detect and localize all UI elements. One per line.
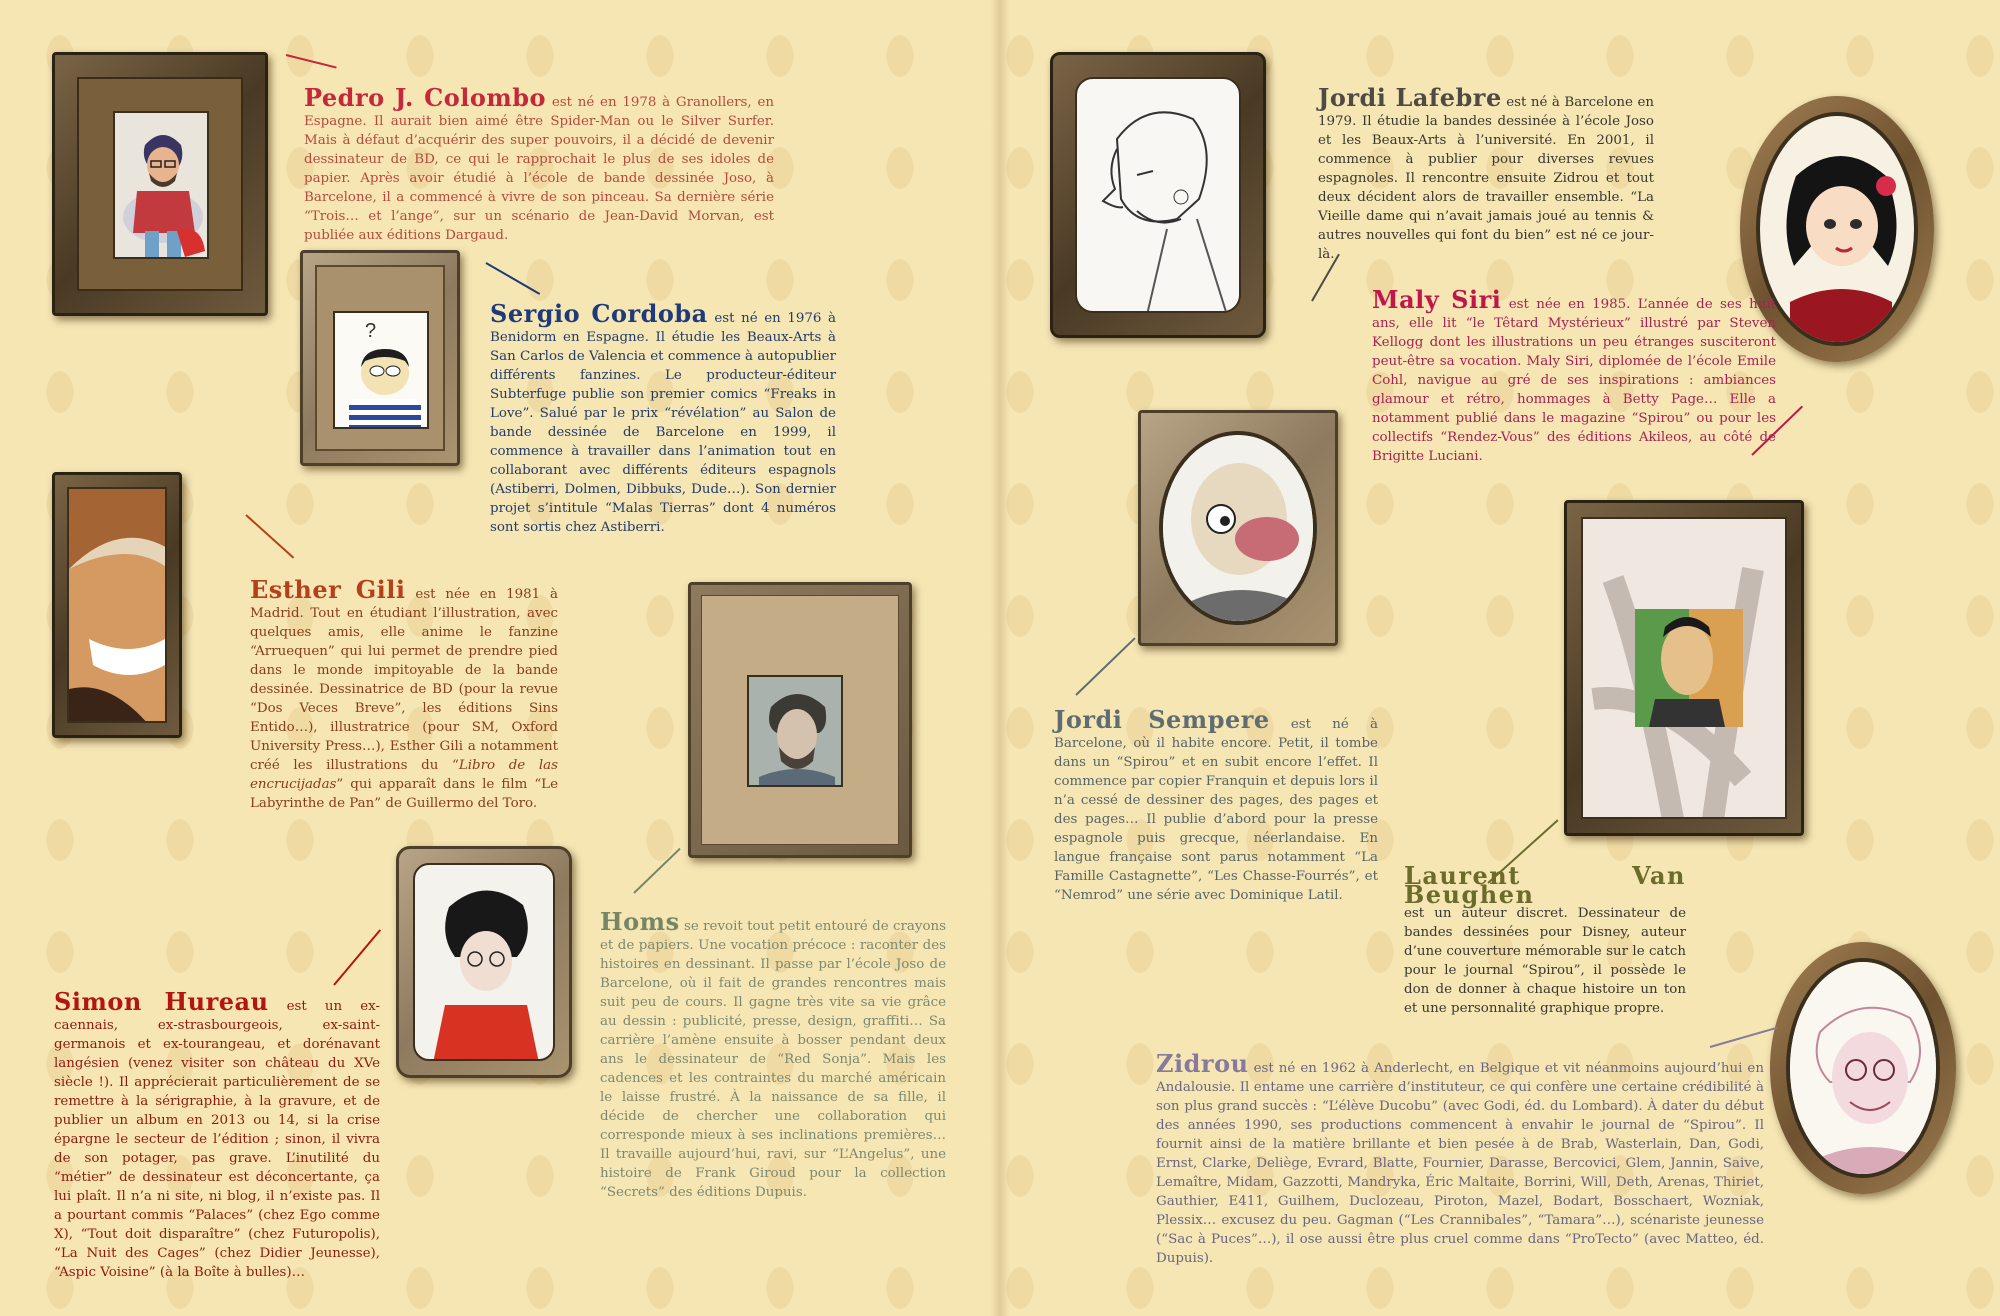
name-gili: Esther Gili xyxy=(250,575,406,604)
connector-line xyxy=(1710,1027,1778,1048)
portrait-frame-sempere xyxy=(1138,410,1338,646)
connector-line xyxy=(333,929,381,985)
bio-homs xyxy=(600,907,946,1202)
connector-line xyxy=(245,514,294,558)
name-cordoba: Sergio Cordoba xyxy=(490,299,708,328)
bio-siri xyxy=(1372,285,1776,466)
bio-text-colombo: est né en 1978 à Granollers, en Espagne. Il aurait bien aimé être Spider-Man ou le Silver Surfer. Mais à défaut d’acquérir des super pouvoirs, il a décidé de devenir dessinateur de BD, ce qui le rapprochait le plus de ses idoles de papier. Après avoir étudié à l’école de bande dessinée Joso, à Barcelone, il a commencé à vivre de son pinceau. Sa dernière série “Trois… et l’ange”, sur un scénario de Jean-David Morvan, est publiée aux éditions Dargaud. xyxy=(304,95,774,243)
bio-text-gili-em: Libro de las encrucijadas xyxy=(250,758,559,792)
bio-text-zidrou: est né en 1962 à Anderlecht, en Belgique et vit néanmoins aujourd’hui en Andalousie. Il entame une carrière d’instituteur, ce qui confère une certaine crédibilité à son plus grand succès : “L’élève Ducobu” (avec Godi, éd. du Lombard). À dater du début des années 1990, ses productions commencent à envahir le journal de “Spirou”. Il fournit ainsi de la matière brillante et bien pesée à de Brab, Wasterlain, Dan, Godi, Ernst, Clarke, Deliège, Evrard, Blatte, Fournier, Darasse, Bercovici, Glem, Jannin, Saive, Lemaître, Midam, Gazzotti, Mandryka, Éric Maltaite, Borrini, Will, Deth, Arenas, Thiriet, Gauthier, E411, Guilhem, Duclozeau, Piroton, Mazel, Bodart, Bosschaert, Wozniak, Plessix… excusez du peu. Gagman (“Les Crannibales”, “Tamara”…), scénariste jeunesse (“Sac à Puces”…), il ose aussi être plus cruel comme dans “ProTecto” (avec Matteo, éd. Dupuis). xyxy=(1156,1061,1764,1266)
bio-sempere xyxy=(1054,705,1378,905)
bio-text-gili-b: ” qui apparaît dans le film “Le Labyrinthe de Pan” de Guillermo del Toro. xyxy=(250,777,558,811)
portrait-frame-vanbeughen xyxy=(1564,500,1804,836)
bio-cordoba xyxy=(490,299,836,537)
portrait-frame-homs xyxy=(688,582,912,858)
name-hureau: Simon Hureau xyxy=(54,987,269,1016)
bio-text-siri: est née en 1985. L’année de ses huit ans, elle lit “le Têtard Mystérieux” illustré par Steven Kellogg dont les illustrations un peu étranges susciteront peut-être sa vocation. Maly Siri, diplomée de l’école Emile Cohl, navigue au gré de ses inspirations : ambiances glamour et rétro, hommages à Betty Page… Elle a notamment publié dans le magazine “Spirou” ou pour les collectifs “Rendez-Vous” des éditions Akileos, au côté de Brigitte Luciani. xyxy=(1372,297,1776,464)
portrait-frame-zidrou xyxy=(1770,942,1956,1194)
bio-text-lafebre: est né à Barcelone en 1979. Il étudie la bandes dessinée à l’école Joso et les Beaux-Arts à l’université. En 2001, il commence à publier pour diverses revues espagnoles. Il rencontre ensuite Zidrou et tout deux décident alors de travailler ensemble. “La Vieille dame qui n’avait jamais joué au tennis & autres nouvelles qui font du bien” est né ce jour-là. xyxy=(1318,95,1654,262)
portrait-homs xyxy=(747,675,843,787)
bio-gili xyxy=(250,575,559,813)
question-icon: ? xyxy=(365,320,377,342)
name-sempere: Jordi Sempere xyxy=(1054,705,1270,734)
bio-text-homs: se revoit tout petit entouré de crayons et de papiers. Une vocation précoce : raconter des histoires en dessinant. Il passe par l’école Joso de Barcelone, où il fait de grandes rencontres mais suit peu de cours. Il gagne très vite sa vie grâce au dessin : publicité, presse, design, graffiti… Sa carrière l’amène ensuite à bosser pendant deux ans le dessinateur de “Red Sonja”. Mais les cadences et les contraintes du marché américain le laisse frustré. À la naissance de sa fille, il décide de chercher une collaboration qui corresponde mieux à ses inclinations premières… Il travaille aujourd’hui, ravi, sur “L’Angelus”, une histoire de Frank Giroud pour la collection “Secrets” des éditions Dupuis. xyxy=(600,919,946,1200)
name-vanbeughen: Laurent Van Beughen xyxy=(1404,861,1686,909)
portrait-frame-colombo xyxy=(52,52,268,316)
name-lafebre: Jordi Lafebre xyxy=(1318,83,1502,112)
connector-line xyxy=(486,262,541,295)
portrait-hureau xyxy=(413,863,555,1061)
bio-text-cordoba: est né en 1976 à Benidorm en Espagne. Il étudie les Beaux-Arts à San Carlos de Valencia et commence à autopublier différents fanzines. Le producteur-éditeur Subterfuge publie son premier comics “Freaks in Love”. Salué par le prix “révélation” au Salon de bande dessinée de Barcelone en 1999, il commence à travailler dans l’animation tout en collaborant avec différents éditeurs espagnols (Astiberri, Dolmen, Dibbuks, Dude…). Son dernier projet s’intitule “Malas Tierras” dont 4 numéros sont sortis chez Astiberri. xyxy=(490,311,836,535)
bio-zidrou xyxy=(1156,1049,1764,1268)
portrait-siri xyxy=(1756,112,1918,346)
portrait-frame-lafebre xyxy=(1050,52,1266,338)
bio-lafebre xyxy=(1318,83,1654,264)
bio-colombo xyxy=(304,83,774,245)
bio-vanbeughen xyxy=(1404,861,1686,1018)
portrait-lafebre xyxy=(1075,77,1241,313)
connector-line xyxy=(1075,637,1135,695)
name-colombo: Pedro J. Colombo xyxy=(304,83,547,112)
page-gutter xyxy=(990,0,1010,1316)
portrait-gili xyxy=(67,487,167,723)
bio-text-sempere: est né à Barcelone, où il habite encore. Petit, il tombe dans un “Spirou” et en subit encore l’effet. Il commence par copier Franquin et depuis lors il n’a cessé de dessiner des pages, des pages et des pages… Il publie d’abord pour la presse espagnole puis grecque, néerlandaise. En langue française sont parus notamment “La Famille Castagnette”, “Les Chasse-Fourrés”, et “Nemrod” une série avec Dominique Latil. xyxy=(1054,717,1378,903)
portrait-cordoba xyxy=(333,311,429,429)
portrait-sempere xyxy=(1159,431,1317,625)
connector-line xyxy=(633,848,680,894)
portrait-vanbeughen xyxy=(1581,517,1787,819)
bio-text-vanbeughen: est un auteur discret. Dessinateur de bandes dessinées pour Disney, auteur d’une couverture mémorable sur le catch pour le journal “Spirou”, il possède le don de donner à chaque histoire un ton et une personnalité graphique propre. xyxy=(1404,906,1686,1016)
portrait-frame-gili xyxy=(52,472,182,738)
portrait-frame-hureau xyxy=(396,846,572,1078)
bio-text-hureau: est un ex-caennais, ex-strasbourgeois, ex-saint-germanois et ex-tourangeau, et dorénavant langésien (venez visiter son château du XVe siècle !). Il apprécierait particulièrement de se remettre à la sérigraphie, à la gravure, et de publier un album en 2013 ou 14, si la crise épargne le secteur de l’édition ; sinon, il vivra de son potager, pas grave. L’inutilité du “métier” de dessinateur est déconcertante, ça lui plaît. Il n’a ni site, ni blog, il n’existe pas. Il a pourtant commis “Palaces” (chez Ego comme X), “Tout doit disparaître” (chez Futuropolis), “La Nuit des Cages” (chez Didier Jeunesse), “Aspic Voisine” (à la Boîte à bulles)… xyxy=(54,999,380,1280)
bio-text-gili-a: est née en 1981 à Madrid. Tout en étudiant l’illustration, avec quelques amis, elle anime le fanzine “Arruequen” qui lui permet de prendre pied dans le monde impitoyable de la bande dessinée. Dessinatrice de BD (pour la revue “Dos Veces Breve”, les éditions Sins Entido…), illustratrice (pour SM, Oxford University Press…), Esther Gili a notamment créé les illustrations du “ xyxy=(250,587,558,773)
name-siri: Maly Siri xyxy=(1372,285,1502,314)
connector-line xyxy=(286,54,337,69)
portrait-zidrou xyxy=(1786,958,1940,1178)
name-homs: Homs xyxy=(600,907,680,936)
portrait-frame-cordoba xyxy=(300,250,460,466)
name-zidrou: Zidrou xyxy=(1156,1049,1249,1078)
bio-hureau xyxy=(54,987,380,1282)
portrait-colombo xyxy=(113,111,209,259)
